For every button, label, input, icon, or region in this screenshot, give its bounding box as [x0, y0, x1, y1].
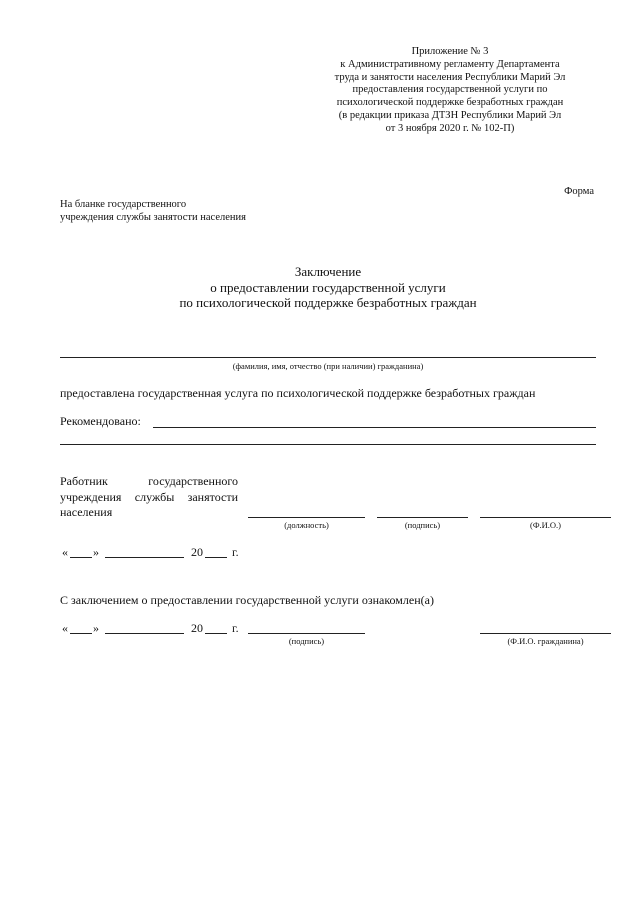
- position-field[interactable]: [248, 517, 365, 518]
- date-year-prefix: 20: [191, 621, 203, 635]
- service-statement: предоставлена государственная услуга по психологической поддержке безработных граждан: [60, 386, 536, 400]
- date-year-suffix: г.: [232, 545, 239, 559]
- date-open-quote: «: [62, 545, 68, 559]
- letterhead-line: учреждения службы занятости населения: [60, 212, 246, 223]
- document-title: [60, 264, 596, 311]
- signature-caption: (подпись): [404, 520, 441, 530]
- letterhead-line: На бланке государственного: [60, 199, 187, 210]
- citizen-name-caption: (фамилия, имя, отчество (при наличии) гражданина): [232, 361, 424, 371]
- citizen-fio-caption: (Ф.И.О. гражданина): [507, 636, 584, 646]
- letterhead-note: [60, 198, 246, 224]
- recommended-field[interactable]: [153, 427, 596, 428]
- date-month-field[interactable]: [105, 557, 184, 558]
- appendix-line: труда и занятости населения Республики Марий Эл: [334, 71, 566, 83]
- appendix-line: Приложение № 3: [411, 46, 489, 57]
- citizen-name-field[interactable]: [60, 357, 596, 358]
- position-caption: (должность): [284, 520, 329, 530]
- date-day-field[interactable]: [70, 633, 92, 634]
- citizen-fio-field[interactable]: [480, 633, 611, 634]
- appendix-line: от 3 ноября 2020 г. № 102-П): [385, 122, 515, 134]
- appendix-line: психологической поддержке безработных граждан: [336, 97, 564, 109]
- date-month-field[interactable]: [105, 633, 184, 634]
- date-year-suffix: г.: [232, 621, 239, 635]
- appendix-line: предоставления государственной услуги по: [352, 84, 548, 96]
- date-year-field[interactable]: [205, 557, 227, 558]
- appendix-line: (в редакции приказа ДТЗН Республики Марий Эл: [338, 109, 562, 121]
- worker-fio-caption: (Ф.И.О.): [529, 520, 562, 530]
- citizen-signature-caption: (подпись): [288, 636, 325, 646]
- title-line: о предоставлении государственной услуги: [210, 279, 446, 295]
- acquainted-statement: С заключением о предоставлении государственной услуги ознакомлен(а): [60, 593, 434, 607]
- recommended-field-line-2[interactable]: [60, 444, 596, 445]
- date-close-quote: »: [93, 545, 99, 559]
- title-line: Заключение: [294, 264, 362, 279]
- form-label: Форма: [564, 186, 594, 197]
- appendix-line: к Административному регламенту Департамента: [340, 58, 560, 70]
- date-day-field[interactable]: [70, 557, 92, 558]
- date-year-prefix: 20: [191, 545, 203, 559]
- title-line: по психологической поддержке безработных граждан: [179, 295, 477, 310]
- signature-field[interactable]: [377, 517, 468, 518]
- recommended-label: Рекомендовано:: [60, 414, 141, 428]
- date-year-field[interactable]: [205, 633, 227, 634]
- date-open-quote: «: [62, 621, 68, 635]
- worker-fio-field[interactable]: [480, 517, 611, 518]
- appendix-header: [300, 46, 600, 136]
- worker-label: Работник государственного учреждения службы занятости населения: [60, 474, 238, 519]
- date-close-quote: »: [93, 621, 99, 635]
- citizen-signature-field[interactable]: [248, 633, 365, 634]
